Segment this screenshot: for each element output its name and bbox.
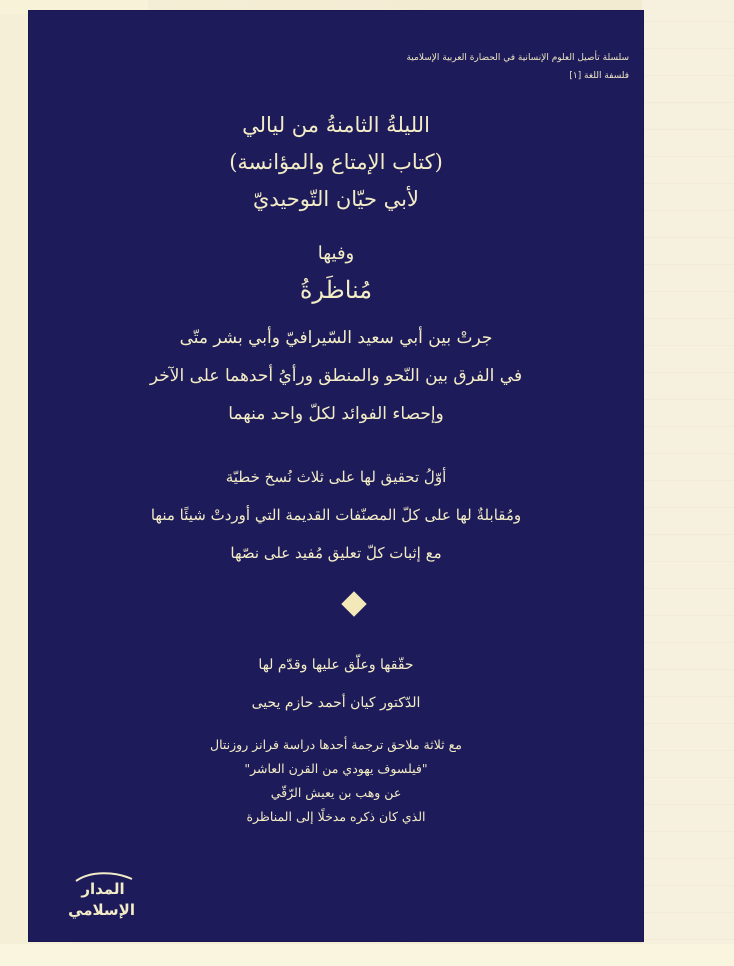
title-line-2: (كتاب الإمتاع والمؤانسة): [229, 150, 443, 174]
appendix-line-2: "فيلسوف يهودي من القرن العاشر": [244, 761, 428, 776]
book-title: [29, 107, 643, 218]
debate-line-3: وإحصاء الفوائد لكلّ واحد منهما: [228, 404, 444, 424]
diamond-ornament: [341, 591, 366, 616]
edition-line-2: ومُقابلةٌ لها على كلّ المصنّفات القديمة التي أوردتْ شيئًا منها: [150, 506, 522, 524]
series-name: سلسلة تأصيل العلوم الإنسانية في الحضارة العربية الإسلامية: [406, 53, 629, 63]
edition-notes: [29, 458, 643, 572]
appendix-line-1: مع ثلاثة ملاحق ترجمة أحدها دراسة فرانز روزنتال: [209, 737, 462, 752]
publisher-logo-line-2: الإسلامي: [68, 901, 135, 919]
appendix-line-3: عن وهب بن يعيش الرّقّي: [270, 785, 402, 800]
editor-name: الدّكتور كيان أحمد حازم يحيى: [251, 695, 421, 711]
series-volume: فلسفة اللغة [١]: [569, 71, 629, 81]
contains-label: وفيها: [317, 243, 355, 264]
debate-description: [29, 319, 643, 433]
title-author: لأبي حيّان التّوحيديّ: [252, 187, 419, 211]
publisher-swoosh-icon: [70, 869, 138, 935]
munazara-heading: مُناظَرةُ: [299, 276, 373, 304]
publisher-logo-line-1: المدار: [81, 880, 125, 898]
appendix-notes: [29, 733, 643, 829]
debate-line-1: جرتْ بين أبي سعيد السّيرافيّ وأبي بشر متّى: [179, 328, 493, 348]
series-header: [269, 49, 629, 85]
bottom-page-strip: [0, 944, 734, 966]
edition-line-1: أوّلُ تحقيق لها على ثلاث نُسخ خطيّة: [225, 468, 447, 486]
editor-role: حقّقها وعلّق عليها وقدّم لها: [258, 657, 414, 673]
adjacent-page-edge: [642, 0, 734, 966]
editor-credit: [29, 646, 643, 722]
book-cover: [29, 11, 643, 941]
appendix-line-4: الذي كان ذكره مدخلًا إلى المناظرة: [246, 809, 426, 824]
title-line-1: الليلةُ الثامنةُ من ليالي: [242, 113, 430, 137]
debate-line-2: في الفرق بين النّحو والمنطق ورأيُ أحدهما على الآخر: [149, 366, 523, 386]
edition-line-3: مع إثبات كلّ تعليق مُفيد على نصّها: [230, 544, 442, 562]
